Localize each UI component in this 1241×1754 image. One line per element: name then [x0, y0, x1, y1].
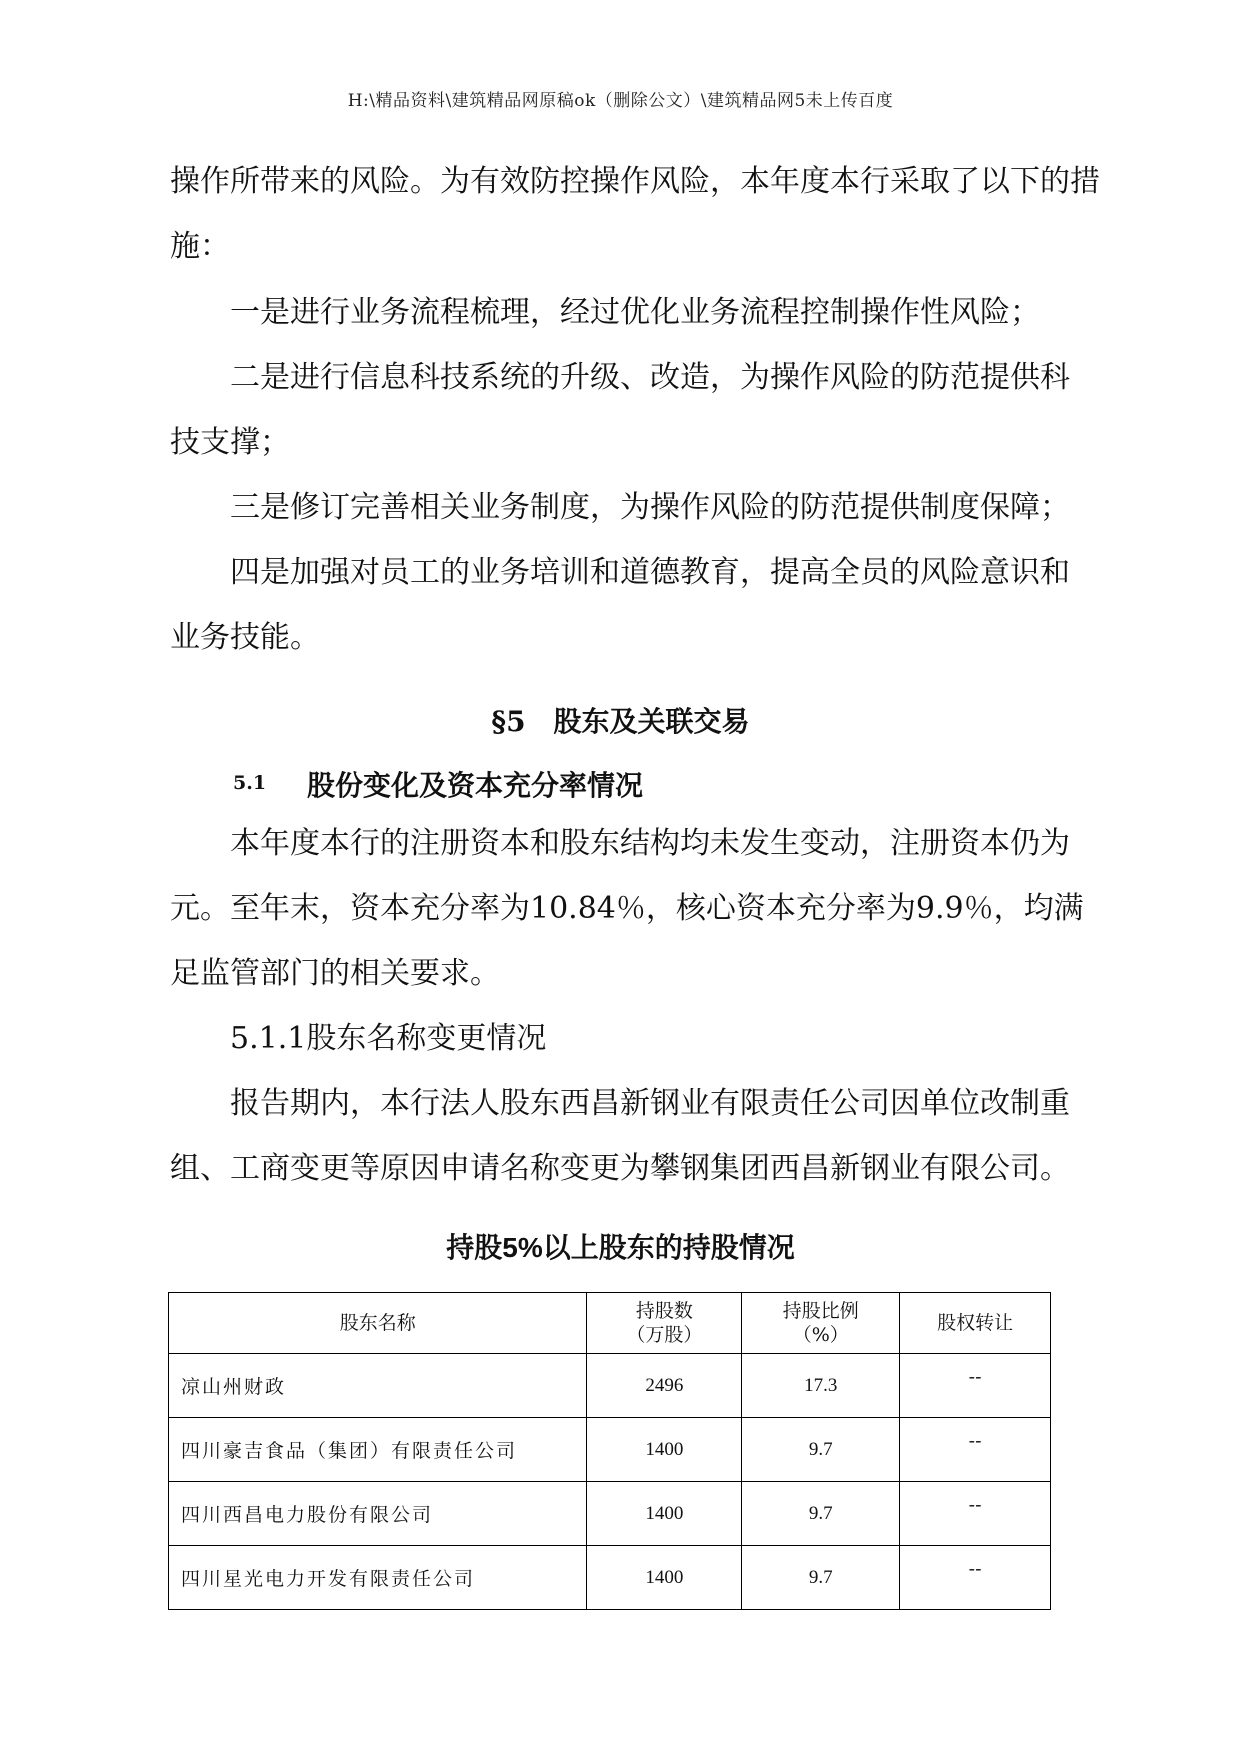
measure-item-3: 三是修订完善相关业务制度，为操作风险的防范提供制度保障；	[230, 490, 1070, 525]
cell-shares: 1400	[587, 1482, 742, 1546]
table-row	[169, 1354, 1051, 1418]
cell-transfer: --	[900, 1354, 1051, 1418]
measure-item-2-cont: 技支撑；	[170, 425, 290, 460]
cell-transfer: --	[900, 1546, 1051, 1610]
paragraph-line: 施：	[170, 229, 230, 264]
measure-item-4: 四是加强对员工的业务培训和道德教育，提高全员的风险意识和	[230, 555, 1070, 590]
table-row	[169, 1482, 1051, 1546]
document-header-path: H:\精品资料\建筑精品网原稿ok（删除公文）\建筑精品网5未上传百度	[347, 91, 894, 111]
name-change-paragraph-cont: 组、工商变更等原因申请名称变更为攀钢集团西昌新钢业有限公司。	[170, 1151, 1070, 1186]
shareholder-table	[168, 1292, 1051, 1610]
table-row	[169, 1418, 1051, 1482]
capital-paragraph-cont: 足监管部门的相关要求。	[170, 956, 500, 991]
capital-paragraph: 本年度本行的注册资本和股东结构均未发生变动，注册资本仍为	[230, 826, 1070, 861]
header-ratio	[742, 1293, 900, 1354]
cell-shares: 1400	[587, 1546, 742, 1610]
header-ratio-label: 持股比例	[782, 1300, 859, 1322]
table-row	[169, 1546, 1051, 1610]
subsection-title: 股份变化及资本充分率情况	[307, 769, 644, 802]
header-transfer: 股权转让	[900, 1293, 1051, 1354]
cell-name: 四川豪吉食品（集团）有限责任公司	[169, 1418, 587, 1482]
cell-ratio: 17.3	[742, 1354, 900, 1418]
table-header-row	[169, 1293, 1051, 1354]
name-change-paragraph: 报告期内，本行法人股东西昌新钢业有限责任公司因单位改制重	[230, 1086, 1070, 1121]
table-caption: 持股5%以上股东的持股情况	[446, 1232, 795, 1263]
measure-item-4-cont: 业务技能。	[170, 620, 320, 655]
header-name: 股东名称	[169, 1293, 587, 1354]
measure-item-2: 二是进行信息科技系统的升级、改造，为操作风险的防范提供科	[230, 360, 1070, 395]
header-shares-label: 持股数	[635, 1300, 693, 1322]
cell-ratio: 9.7	[742, 1482, 900, 1546]
cell-name: 四川西昌电力股份有限公司	[169, 1482, 587, 1546]
cell-shares: 2496	[587, 1354, 742, 1418]
cell-name: 四川星光电力开发有限责任公司	[169, 1546, 587, 1610]
header-shares-unit: （万股）	[626, 1324, 703, 1346]
cell-name: 凉山州财政	[169, 1354, 587, 1418]
capital-paragraph-cont: 元。至年末，资本充分率为10.84％，核心资本充分率为9.9％，均满	[170, 891, 1084, 926]
section-title: §5 股东及关联交易	[491, 705, 750, 738]
header-shares	[587, 1293, 742, 1354]
cell-transfer: --	[900, 1482, 1051, 1546]
cell-ratio: 9.7	[742, 1418, 900, 1482]
subsubsection-title: 5.1.1股东名称变更情况	[230, 1021, 547, 1056]
cell-transfer: --	[900, 1418, 1051, 1482]
measure-item-1: 一是进行业务流程梳理，经过优化业务流程控制操作性风险；	[230, 295, 1040, 330]
subsection-number: 5.1	[233, 772, 267, 794]
cell-shares: 1400	[587, 1418, 742, 1482]
header-ratio-unit: （%）	[792, 1324, 849, 1346]
cell-ratio: 9.7	[742, 1546, 900, 1610]
paragraph-line: 操作所带来的风险。为有效防控操作风险，本年度本行采取了以下的措	[170, 164, 1100, 199]
